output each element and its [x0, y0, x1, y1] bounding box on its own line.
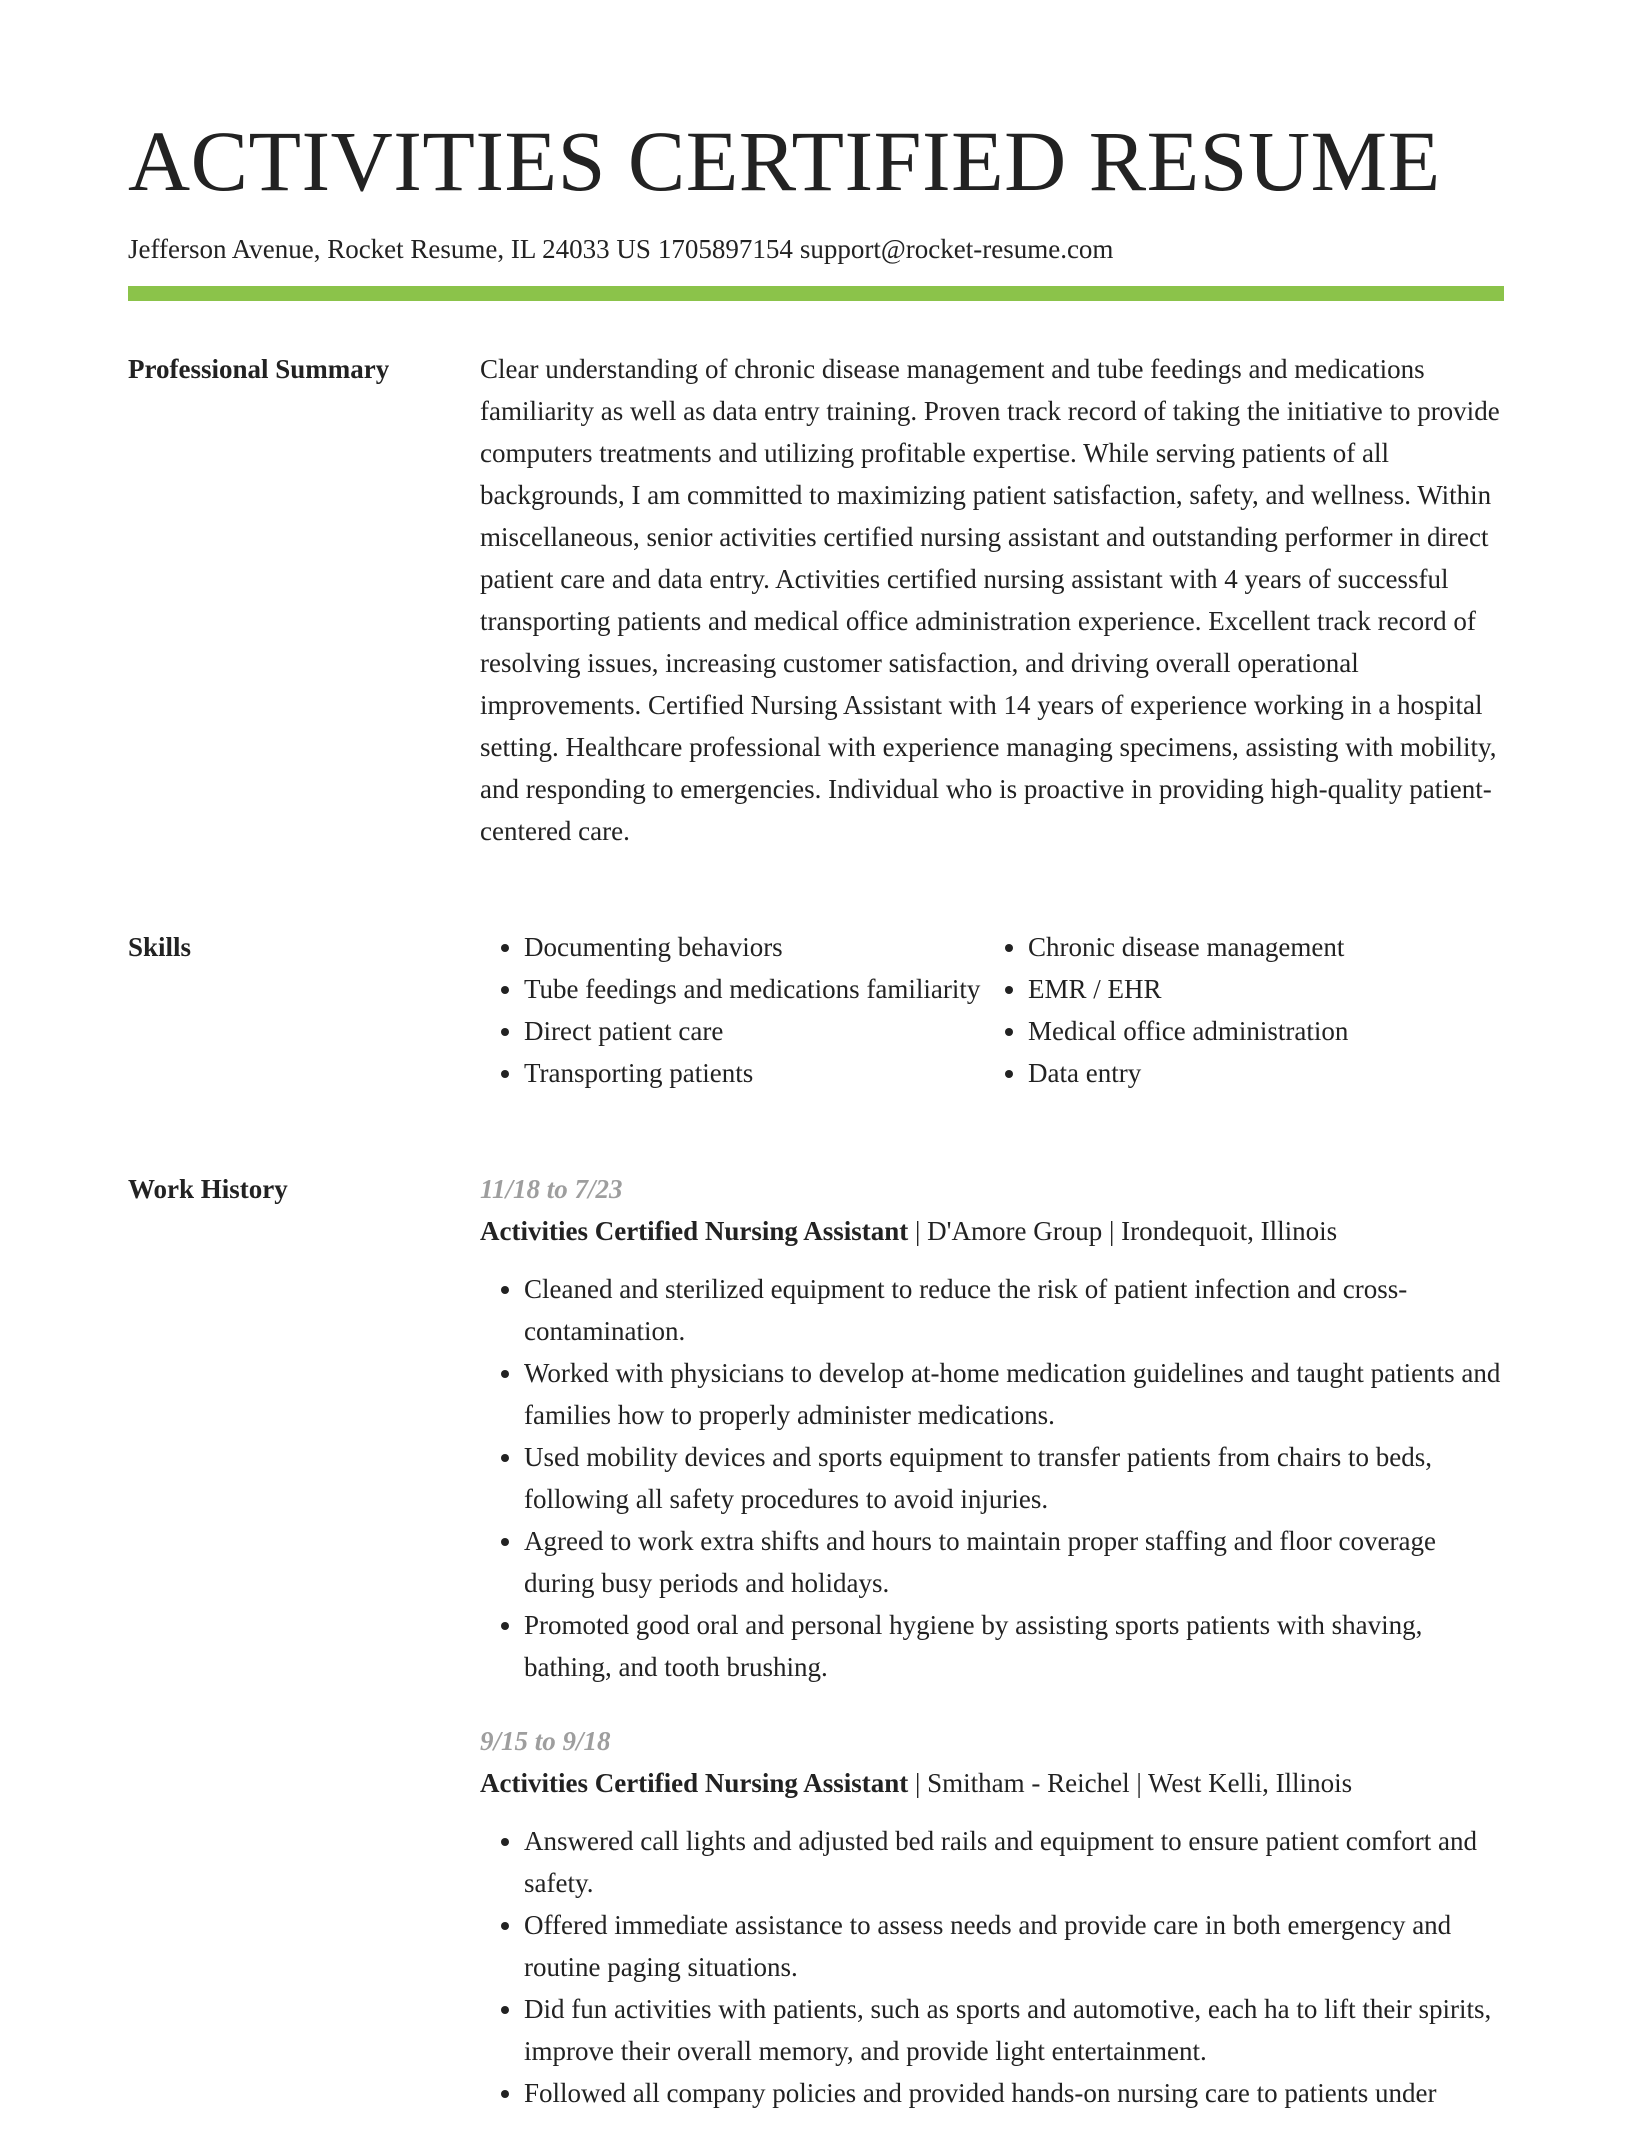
summary-body — [480, 348, 1504, 852]
contact-phone: 1705897154 — [657, 234, 793, 264]
skill-item: • Chronic disease management — [1028, 926, 1488, 968]
skill-item: • EMR / EHR — [1028, 968, 1488, 1010]
job-bullet: • Answered call lights and adjusted bed rails and equipment to ensure patient comfort and safety. — [524, 1820, 1504, 1904]
job-bullet: • Promoted good oral and personal hygiene by assisting sports patients with shaving, bathing, and tooth brushing. — [524, 1604, 1504, 1688]
job-location: Irondequoit, Illinois — [1121, 1216, 1338, 1246]
skill-item: • Transporting patients — [524, 1052, 984, 1094]
skills-list-right — [984, 926, 1488, 1094]
job-title: Activities Certified Nursing Assistant — [480, 1768, 909, 1798]
job-entry — [480, 1168, 1504, 1688]
job-bullet: • Did fun activities with patients, such as sports and automotive, each ha to lift their spirits, improve their overall memory, and provide light entertainment. — [524, 1988, 1504, 2072]
job-separator: | — [914, 1216, 921, 1246]
work-history-heading: Work History — [128, 1174, 288, 1204]
job-separator: | — [914, 1768, 921, 1798]
skills-body — [480, 926, 1504, 1094]
header-divider — [128, 286, 1504, 301]
job-heading — [480, 1762, 1504, 1804]
resume-title: ACTIVITIES CERTIFIED RESUME — [128, 113, 1441, 209]
job-entry — [480, 1720, 1504, 2114]
skill-item: • Data entry — [1028, 1052, 1488, 1094]
skills-list-left — [480, 926, 984, 1094]
contact-line — [128, 233, 1113, 265]
skill-item: • Documenting behaviors — [524, 926, 984, 968]
job-bullet: • Followed all company policies and provided hands-on nursing care to patients under — [524, 2072, 1504, 2114]
job-separator: | — [1136, 1768, 1142, 1798]
job-company: D'Amore Group — [927, 1216, 1103, 1246]
job-bullet: • Cleaned and sterilized equipment to reduce the risk of patient infection and cross-contamination. — [524, 1268, 1504, 1352]
work-history-body — [480, 1168, 1504, 2146]
skill-item: • Tube feedings and medications familiarity — [524, 968, 984, 1010]
job-bullet: • Worked with physicians to develop at-home medication guidelines and taught patients and families how to properly administer medications. — [524, 1352, 1504, 1436]
job-separator: | — [1108, 1216, 1115, 1246]
job-bullet-list — [480, 1268, 1504, 1688]
job-location: West Kelli, Illinois — [1148, 1768, 1353, 1798]
job-dates: 11/18 to 7/23 — [480, 1174, 623, 1204]
skills-heading: Skills — [128, 932, 192, 962]
summary-text: Clear understanding of chronic disease management and tube feedings and medications familiarity as well as data entry training. Proven track record of taking the initiative to provide computers treatments and utilizing profitable expertise. While serving patients of all backgrounds, I am committed to maximizing patient satisfaction, safety, and wellness. Within miscellaneous, senior activities certified nursing assistant and outstanding performer in direct patient care and data entry. Activities certified nursing assistant with 4 years of successful transporting patients and medical office administration experience. Excellent track record of resolving issues, increasing customer satisfaction, and driving overall operational improvements. Certified Nursing Assistant with 14 years of experience working in a hospital setting. Healthcare professional with experience managing specimens, assisting with mobility, and responding to emergencies. Individual who is proactive in providing high-quality patient-centered care. — [480, 354, 1500, 846]
job-bullet: • Used mobility devices and sports equipment to transfer patients from chairs to beds, following all safety procedures to avoid injuries. — [524, 1436, 1504, 1520]
job-bullet: • Offered immediate assistance to assess needs and provide care in both emergency and routine paging situations. — [524, 1904, 1504, 1988]
contact-address: Jefferson Avenue, Rocket Resume, IL 24033 US — [128, 234, 651, 264]
job-dates: 9/15 to 9/18 — [480, 1726, 611, 1756]
job-company: Smitham - Reichel — [927, 1768, 1130, 1798]
skill-item: • Medical office administration — [1028, 1010, 1488, 1052]
job-title: Activities Certified Nursing Assistant — [480, 1216, 909, 1246]
job-bullet: • Agreed to work extra shifts and hours to maintain proper staffing and floor coverage during busy periods and holidays. — [524, 1520, 1504, 1604]
summary-heading: Professional Summary — [128, 354, 390, 384]
job-bullet-list — [480, 1820, 1504, 2114]
contact-email[interactable]: support@rocket-resume.com — [799, 234, 1114, 264]
skill-item: • Direct patient care — [524, 1010, 984, 1052]
job-heading — [480, 1210, 1504, 1252]
